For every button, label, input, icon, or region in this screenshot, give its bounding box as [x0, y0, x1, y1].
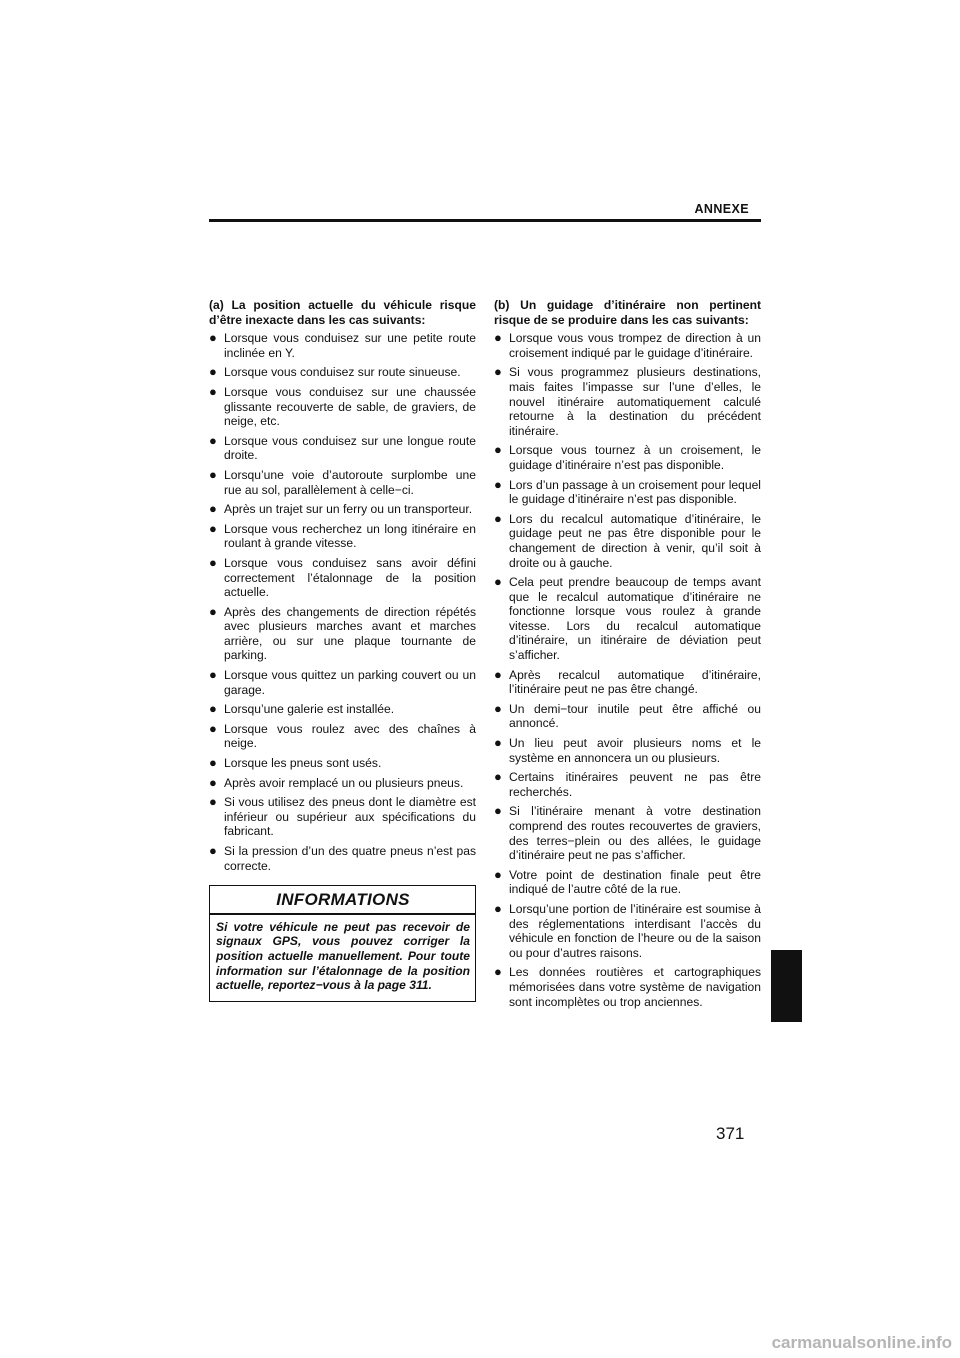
list-item-text: Cela peut prendre beaucoup de temps avant que le recalcul automatique d’itinéraire ne fonctionne lorsque vous roulez à grande vitesse. Lors du recalcul automatique d’itinéraire, un itinéraire de déviation peut s’afficher.: [509, 575, 761, 663]
list-item-text: Lorsque vous conduisez sur route sinueuse.: [224, 365, 461, 380]
list-item: [209, 605, 476, 663]
list-item: [494, 668, 761, 697]
list-item: [209, 502, 476, 517]
bullet-icon: ●: [494, 735, 502, 751]
list-item-text: Si vous programmez plusieurs destinations, mais faites l’impasse sur l’une d’elles, le nouvel itinéraire automatiquement calculé retourne à la destination du précédent itinéraire.: [509, 365, 761, 438]
bullet-icon: ●: [494, 866, 502, 882]
list-item: [494, 365, 761, 438]
bullet-icon: ●: [209, 554, 217, 570]
list-item: [209, 668, 476, 697]
information-title: INFORMATIONS: [276, 890, 410, 910]
list-item-text: Un demi−tour inutile peut être affiché ou annoncé.: [509, 701, 761, 731]
list-item: [494, 478, 761, 507]
list-item: [494, 965, 761, 1009]
list-item: [209, 434, 476, 463]
list-item: [494, 804, 761, 862]
list-item: [209, 556, 476, 600]
bullet-icon: ●: [494, 769, 502, 785]
list-item: [209, 468, 476, 497]
bullet-icon: ●: [209, 364, 217, 380]
list-item-text: Lorsque vous conduisez sur une chaussée glissante recouverte de sable, de graviers, de neige, etc.: [224, 384, 476, 429]
list-item-text: Lorsque vous conduisez sur une petite route inclinée en Y.: [224, 331, 476, 360]
list-item: [209, 385, 476, 429]
list-item: [209, 522, 476, 551]
list-item-text: Lorsque vous conduisez sur une longue route droite.: [224, 433, 476, 463]
list-item-text: Après recalcul automatique d’itinéraire, l’itinéraire peut ne pas être changé.: [509, 667, 761, 697]
information-text: Si votre véhicule ne peut pas recevoir de signaux GPS, vous pouvez corriger la position actuelle manuellement. Pour toute information sur l’étalonnage de la position actuelle, reportez−vous à la page 311.: [216, 919, 470, 993]
list-item-text: Lorsque vous roulez avec des chaînes à neige.: [224, 721, 476, 751]
bullet-icon: ●: [494, 700, 502, 716]
section-heading-b: (b) Un guidage d’itinéraire non pertinent risque de se produire dans les cas suivants:: [494, 298, 761, 327]
information-rule: [210, 913, 475, 915]
list-item-text: Lorsqu’une galerie est installée.: [224, 702, 395, 717]
list-item-text: Lorsque vous tournez à un croisement, le guidage d’itinéraire n’est pas disponible.: [509, 443, 761, 472]
bullet-icon: ●: [494, 364, 502, 380]
section-heading-a: (a) La position actuelle du véhicule risque d’être inexacte dans les cas suivants:: [209, 298, 476, 327]
list-item: [494, 331, 761, 360]
bullet-icon: ●: [494, 666, 502, 682]
bullet-icon: ●: [494, 900, 502, 916]
list-item-text: Si la pression d’un des quatre pneus n’est pas correcte.: [224, 844, 476, 873]
list-item: [209, 795, 476, 839]
list-item: [209, 756, 476, 771]
bullet-icon: ●: [209, 603, 217, 619]
bullet-icon: ●: [209, 520, 217, 536]
bullet-icon: ●: [494, 476, 502, 492]
bullet-icon: ●: [494, 510, 502, 526]
list-item-text: Votre point de destination finale peut être indiqué de l’autre côté de la rue.: [509, 867, 761, 897]
chapter-tab-marker: [771, 950, 802, 1022]
list-item: [209, 722, 476, 751]
list-item-text: Si vous utilisez des pneus dont le diamètre est inférieur ou supérieur aux spécifications du fabricant.: [224, 795, 476, 839]
list-item-text: Si l’itinéraire menant à votre destination comprend des routes recouvertes de graviers, des terres−plein ou des allées, le guidage d’itinéraire peut ne pas s’afficher.: [509, 804, 761, 863]
bullet-list-b: [494, 331, 761, 1009]
bullet-icon: ●: [209, 774, 217, 790]
watermark: carmanualsonline.info: [771, 1333, 952, 1352]
list-item-text: Lorsqu’une voie d’autoroute surplombe une rue au sol, parallèlement à celle−ci.: [224, 467, 476, 497]
bullet-icon: ●: [209, 330, 217, 346]
bullet-icon: ●: [209, 701, 217, 717]
section-title: ANNEXE: [694, 202, 749, 216]
list-item: [494, 443, 761, 472]
list-item-text: Lorsque les pneus sont usés.: [224, 756, 382, 771]
bullet-icon: ●: [209, 432, 217, 448]
list-item-text: Lorsqu’une portion de l’itinéraire est soumise à des réglementations interdisant l’accès du véhicule en fonction de l’heure ou de la saison ou pour d’autres raisons.: [509, 901, 761, 960]
list-item-text: Lors d’un passage à un croisement pour lequel le guidage d’itinéraire n’est pas disponible.: [509, 477, 761, 507]
list-item-text: Lorsque vous recherchez un long itinéraire en roulant à grande vitesse.: [224, 521, 476, 551]
bullet-icon: ●: [494, 964, 502, 980]
page-number: 371: [716, 1124, 745, 1143]
header-rule: [209, 219, 761, 222]
bullet-icon: ●: [494, 574, 502, 590]
bullet-icon: ●: [494, 803, 502, 819]
list-item-text: Lorsque vous quittez un parking couvert ou un garage.: [224, 668, 476, 697]
list-item-text: Un lieu peut avoir plusieurs noms et le système en annoncera un ou plusieurs.: [509, 736, 761, 765]
list-item-text: Certains itinéraires peuvent ne pas être recherchés.: [509, 770, 761, 799]
list-item-text: Après avoir remplacé un ou plusieurs pneus.: [224, 775, 464, 790]
list-item: [209, 844, 476, 873]
left-column: [209, 298, 476, 1002]
list-item: [209, 702, 476, 717]
list-item: [209, 331, 476, 360]
list-item: [209, 365, 476, 380]
bullet-icon: ●: [209, 755, 217, 771]
bullet-icon: ●: [209, 466, 217, 482]
right-column: [494, 298, 761, 1014]
list-item: [209, 776, 476, 791]
bullet-icon: ●: [209, 720, 217, 736]
bullet-icon: ●: [494, 442, 502, 458]
list-item-text: Après un trajet sur un ferry ou un transporteur.: [224, 502, 473, 517]
bullet-icon: ●: [209, 794, 217, 810]
list-item-text: Lorsque vous conduisez sans avoir défini correctement l’étalonnage de la position actuelle.: [224, 555, 476, 600]
list-item-text: Après des changements de direction répétés avec plusieurs marches avant et marches arrière, ou sur une plaque tournante de parking.: [224, 604, 476, 663]
list-item: [494, 512, 761, 570]
list-item-text: Les données routières et cartographiques mémorisées dans votre système de navigation sont incomplètes ou trop anciennes.: [509, 965, 761, 1009]
list-item-text: Lors du recalcul automatique d’itinéraire, le guidage peut ne pas être disponible pour le changement de direction à venir, qu’il soit à droite ou à gauche.: [509, 511, 761, 570]
list-item: [494, 902, 761, 960]
list-item: [494, 736, 761, 765]
list-item: [494, 770, 761, 799]
list-item: [494, 868, 761, 897]
bullet-icon: ●: [494, 330, 502, 346]
bullet-icon: ●: [209, 383, 217, 399]
bullet-icon: ●: [209, 843, 217, 858]
list-item: [494, 702, 761, 731]
list-item-text: Lorsque vous vous trompez de direction à un croisement indiqué par le guidage d’itinéraire.: [509, 331, 761, 360]
information-box: [209, 885, 476, 1002]
bullet-icon: ●: [209, 667, 217, 683]
bullet-icon: ●: [209, 501, 217, 517]
list-item: [494, 575, 761, 663]
bullet-list-a: [209, 331, 476, 873]
